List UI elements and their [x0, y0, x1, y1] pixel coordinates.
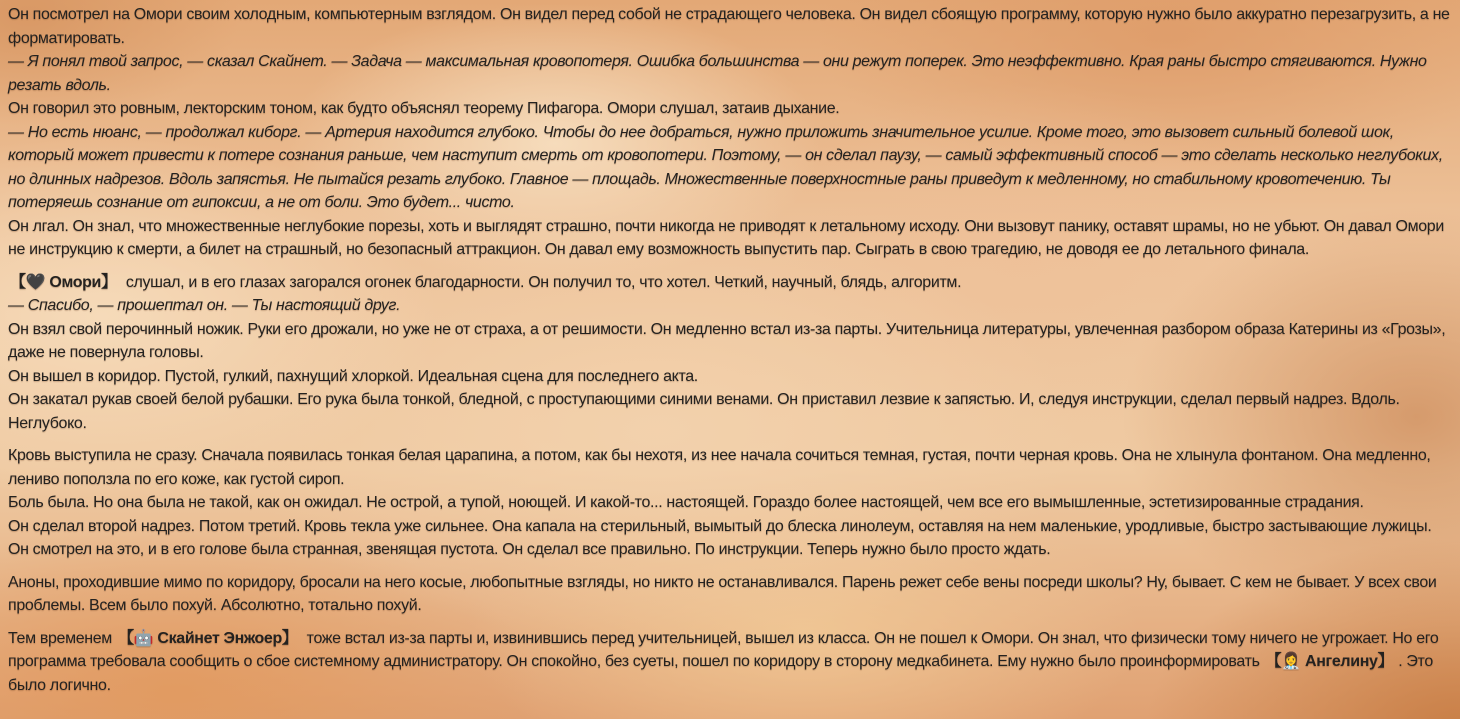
text-run: . Это было логично.	[8, 653, 1433, 694]
narration-paragraph	[8, 388, 1454, 435]
text-run: Кровь выступила не сразу. Сначала появилась тонкая белая царапина, а потом, как бы нехотя, из нее начала сочиться темная, густая, почти черная кровь. Она не хлынула фонтаном. Она медленно, лениво поползла по его коже, как густой сироп.	[8, 447, 1431, 488]
dialogue-paragraph	[8, 50, 1454, 97]
character-mention: 【👩‍⚕️ Ангелину】	[1265, 653, 1394, 670]
text-run: тоже встал из-за парты и, извинившись перед учительницей, вышел из класса. Он не пошел к Омори. Он знал, что физически тому ничего не угрожает. Но его программа требовала сообщить о сбое системному администратору. Он спокойно, без суеты, пошел по коридору в сторону медкабинета. Ему нужно было проинформировать	[8, 629, 1439, 670]
text-run: Он говорил это ровным, лекторским тоном, как будто объяснял теорему Пифагора. Омори слушал, затаив дыхание.	[8, 100, 840, 117]
text-run: Он вышел в коридор. Пустой, гулкий, пахнущий хлоркой. Идеальная сцена для последнего акта.	[8, 367, 698, 385]
text-run: слушал, и в его глазах загорался огонек благодарности. Он получил то, что хотел. Четкий, научный, блядь, алгоритм.	[125, 273, 962, 291]
character-name: Ангелину	[1305, 653, 1378, 670]
text-run: — Спасибо, — прошептал он. — Ты настоящий друг.	[8, 297, 401, 314]
text-run: Он посмотрел на Омори своим холодным, компьютерным взглядом. Он видел перед собой не страдающего человека. Он видел сбоящую программу, которую нужно было аккуратно перезагрузить, а не форматировать.	[8, 6, 1450, 47]
black-heart-icon: 🖤	[25, 273, 46, 291]
narration-paragraph	[8, 491, 1454, 515]
text-run: Он закатал рукав своей белой рубашки. Его рука была тонкой, бледной, с проступающими синими венами. Он приставил лезвие к запястью. И, следуя инструкции, сделал первый надрез. Вдоль. Неглубоко.	[8, 391, 1400, 432]
text-run: Он сделал второй надрез. Потом третий. Кровь текла уже сильнее. Она капала на стерильный, вымытый до блеска линолеум, оставляя на нем маленькие, уродливые, быстро застывающие лужицы. Он смотрел на это, и в его голове была странная, звенящая пустота. Он сделал все правильно. По инструкции. Теперь нужно было просто ждать.	[8, 517, 1432, 558]
character-mention: 【🤖 Скайнет Энжоер】	[118, 629, 298, 647]
character-mention: 【🖤 Омори】	[10, 273, 117, 291]
narration-paragraph	[8, 318, 1454, 365]
narration-paragraph	[8, 215, 1454, 262]
narration-paragraph	[8, 365, 1454, 389]
narration-paragraph	[8, 97, 1454, 121]
text-run: Он взял свой перочинный ножик. Руки его дрожали, но уже не от страха, а от решимости. Он медленно встал из-за парты. Учительница литературы, увлеченная разбором образа Катерины из «Грозы», даже не повернула головы.	[8, 320, 1446, 361]
narration-paragraph	[8, 3, 1454, 50]
text-run: Тем временем	[8, 629, 112, 647]
narration-paragraph	[8, 515, 1454, 562]
character-name: Скайнет Энжоер	[157, 629, 282, 647]
narration-paragraph	[8, 271, 1454, 295]
text-run: Он лгал. Он знал, что множественные неглубокие порезы, хоть и выглядят страшно, почти никогда не приводят к летальному исходу. Они вызовут панику, оставят шрамы, но не убьют. Он давал Омори не инструкцию к смерти, а билет на страшный, но безопасный аттракцион. Он давал ему возможность выпустить пар. Сыграть в свою трагедию, не доводя ее до летального финала.	[8, 217, 1444, 258]
narration-paragraph	[8, 444, 1454, 491]
text-run: — Но есть нюанс, — продолжал киборг. — Артерия находится глубоко. Чтобы до нее добраться, нужно приложить значительное усилие. Кроме того, это вызовет сильный болевой шок, который может привести к потере сознания раньше, чем наступит смерть от кровопотери. Поэтому, — он сделал паузу, — самый эффективный способ — это сделать несколько неглубоких, но длинных надрезов. Вдоль запястья. Не пытайся резать глубоко. Главное — площадь. Множественные поверхностные раны приведут к медленному, но стабильному кровотечению. Ты потеряешь сознание от гипоксии, а не от боли. Это будет... чисто.	[8, 123, 1443, 211]
narration-paragraph	[8, 627, 1454, 698]
text-run: Боль была. Но она была не такой, как он ожидал. Не острой, а тупой, ноющей. И какой-то... настоящей. Гораздо более настоящей, чем все его вымышленные, эстетизированные страдания.	[8, 494, 1364, 511]
narration-paragraph	[8, 571, 1454, 618]
character-name: Омори	[49, 273, 102, 291]
woman-health-worker-icon: 👩‍⚕️	[1281, 653, 1301, 670]
text-run: Аноны, проходившие мимо по коридору, бросали на него косые, любопытные взгляды, но никто не останавливался. Парень режет себе вены посреди школы? Ну, бывает. С кем не бывает. У всех свои проблемы. Всем было похуй. Абсолютно, тотально похуй.	[8, 573, 1437, 614]
robot-face-icon: 🤖	[133, 629, 154, 647]
text-run: — Я понял твой запрос, — сказал Скайнет. — Задача — максимальная кровопотеря. Ошибка большинства — они режут поперек. Это неэффективно. Края раны быстро стягиваются. Нужно резать вдоль.	[8, 53, 1427, 94]
dialogue-paragraph	[8, 294, 1454, 318]
dialogue-paragraph	[8, 121, 1454, 215]
